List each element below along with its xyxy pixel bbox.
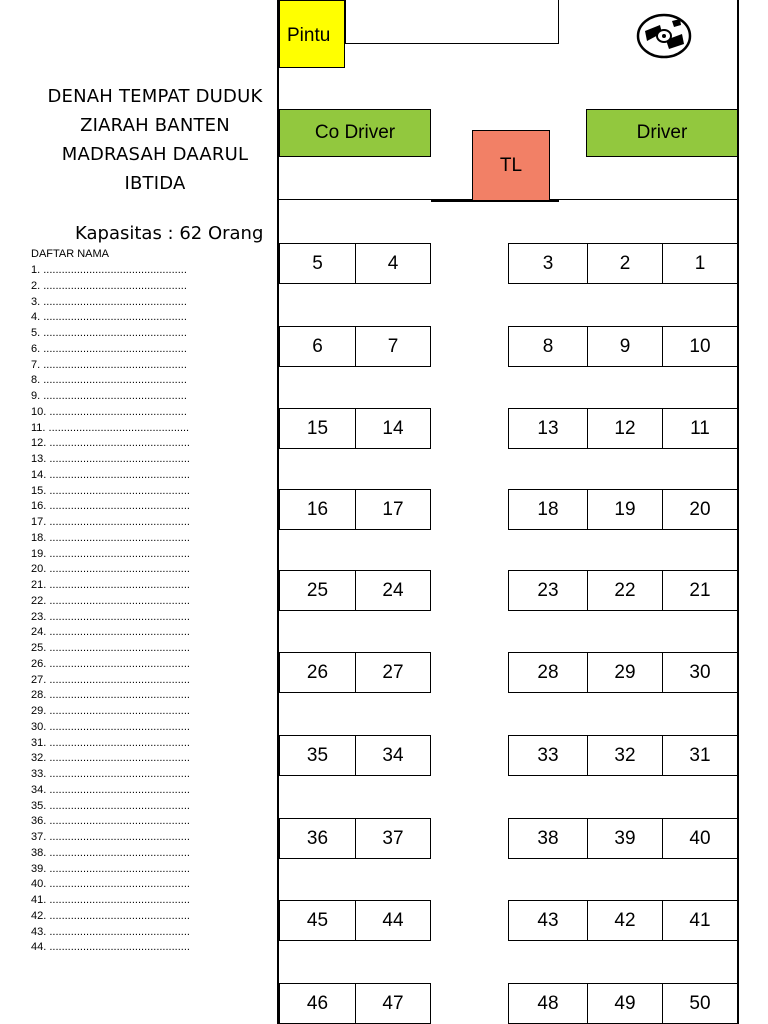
name-list-item: 8. ............................................... [31, 374, 187, 387]
seat-12[interactable]: 12 [587, 408, 663, 449]
seat-24[interactable]: 24 [355, 570, 431, 611]
seat-14[interactable]: 14 [355, 408, 431, 449]
seat-1[interactable]: 1 [662, 243, 738, 284]
seat-35[interactable]: 35 [279, 735, 356, 776]
seat-19[interactable]: 19 [587, 489, 663, 530]
seat-47[interactable]: 47 [355, 983, 431, 1024]
door-label: Pintu [279, 0, 345, 68]
name-list-item: 16. .............................................. [31, 500, 190, 513]
seat-29[interactable]: 29 [587, 652, 663, 693]
name-list-heading: DAFTAR NAMA [31, 248, 110, 260]
name-list-item: 34. .............................................. [31, 783, 190, 796]
name-list-item: 23. .............................................. [31, 610, 190, 623]
seat-32[interactable]: 32 [587, 735, 663, 776]
seat-45[interactable]: 45 [279, 900, 356, 941]
tour-leader-seat[interactable]: TL [472, 130, 550, 201]
name-list-item: 14. .............................................. [31, 468, 190, 481]
seat-41[interactable]: 41 [662, 900, 738, 941]
seat-43[interactable]: 43 [508, 900, 588, 941]
name-list-item: 40. .............................................. [31, 878, 190, 891]
name-list-item: 39. .............................................. [31, 862, 190, 875]
seat-26[interactable]: 26 [279, 652, 356, 693]
name-list-item: 20. .............................................. [31, 563, 190, 576]
seat-40[interactable]: 40 [662, 818, 738, 859]
seat-30[interactable]: 30 [662, 652, 738, 693]
name-list-item: 29. .............................................. [31, 705, 190, 717]
title-line: MADRASAH DAARUL [61, 144, 249, 165]
name-list-item: 37. .............................................. [31, 831, 190, 843]
name-list-item: 22. .............................................. [31, 594, 190, 607]
name-list-item: 18. .............................................. [31, 531, 190, 544]
name-list-item: 41. .............................................. [31, 894, 190, 906]
name-list-item: 38. .............................................. [31, 846, 190, 859]
name-list-item: 9. ............................................... [31, 390, 187, 402]
name-list-item: 35. .............................................. [31, 799, 190, 812]
capacity-label: Kapasitas : 62 Orang [75, 223, 264, 244]
seat-20[interactable]: 20 [662, 489, 738, 530]
name-list-item: 7. ............................................... [31, 358, 187, 371]
seat-9[interactable]: 9 [587, 326, 663, 367]
name-list-item: 12. .............................................. [31, 437, 190, 450]
name-list-item: 44. .............................................. [31, 941, 190, 954]
name-list-item: 19. .............................................. [31, 547, 190, 560]
seat-31[interactable]: 31 [662, 735, 738, 776]
name-list-item: 24. .............................................. [31, 626, 190, 639]
name-list-item: 32. .............................................. [31, 752, 190, 765]
name-list-item: 36. .............................................. [31, 815, 190, 828]
name-list-item: 25. .............................................. [31, 642, 190, 654]
name-list-item: 43. .............................................. [31, 925, 190, 938]
seat-6[interactable]: 6 [279, 326, 356, 367]
seat-39[interactable]: 39 [587, 818, 663, 859]
page-title [22, 82, 288, 198]
seat-4[interactable]: 4 [355, 243, 431, 284]
name-list-item: 42. .............................................. [31, 909, 190, 922]
name-list-item: 31. .............................................. [31, 736, 190, 749]
name-list-item: 15. .............................................. [31, 484, 190, 497]
seat-18[interactable]: 18 [508, 489, 588, 530]
title-line: DENAH TEMPAT DUDUK [47, 86, 263, 107]
seat-50[interactable]: 50 [662, 983, 738, 1024]
seat-25[interactable]: 25 [279, 570, 356, 611]
seat-48[interactable]: 48 [508, 983, 588, 1024]
name-list [31, 263, 190, 956]
seat-15[interactable]: 15 [279, 408, 356, 449]
seat-2[interactable]: 2 [587, 243, 663, 284]
title-line: IBTIDA [124, 173, 186, 194]
name-list-item: 28. .............................................. [31, 689, 190, 702]
seat-28[interactable]: 28 [508, 652, 588, 693]
title-line: ZIARAH BANTEN [80, 115, 230, 136]
seat-23[interactable]: 23 [508, 570, 588, 611]
name-list-item: 17. .............................................. [31, 516, 190, 528]
name-list-item: 11. .............................................. [31, 421, 190, 434]
seat-11[interactable]: 11 [662, 408, 738, 449]
driver-seat[interactable]: Driver [586, 109, 738, 157]
seat-7[interactable]: 7 [355, 326, 431, 367]
seat-8[interactable]: 8 [508, 326, 588, 367]
name-list-item: 6. ............................................... [31, 342, 187, 355]
seat-34[interactable]: 34 [355, 735, 431, 776]
name-list-item: 1. ............................................... [31, 264, 187, 276]
disc-icon [636, 11, 692, 59]
name-list-item: 26. .............................................. [31, 657, 190, 670]
name-list-item: 13. .............................................. [31, 453, 190, 465]
name-list-item: 5. ............................................... [31, 327, 187, 339]
seat-33[interactable]: 33 [508, 735, 588, 776]
seat-17[interactable]: 17 [355, 489, 431, 530]
seat-46[interactable]: 46 [279, 983, 356, 1024]
seat-37[interactable]: 37 [355, 818, 431, 859]
seat-16[interactable]: 16 [279, 489, 356, 530]
seat-21[interactable]: 21 [662, 570, 738, 611]
seat-3[interactable]: 3 [508, 243, 588, 284]
name-list-item: 2. ............................................... [31, 279, 187, 292]
seat-10[interactable]: 10 [662, 326, 738, 367]
name-list-item: 30. .............................................. [31, 720, 190, 733]
seat-13[interactable]: 13 [508, 408, 588, 449]
name-list-item: 3. ............................................... [31, 295, 187, 308]
seat-44[interactable]: 44 [355, 900, 431, 941]
name-list-item: 21. .............................................. [31, 579, 190, 591]
co-driver-seat[interactable]: Co Driver [279, 109, 431, 157]
name-list-item: 33. .............................................. [31, 768, 190, 780]
seat-22[interactable]: 22 [587, 570, 663, 611]
seat-49[interactable]: 49 [587, 983, 663, 1024]
seat-36[interactable]: 36 [279, 818, 356, 859]
seat-42[interactable]: 42 [587, 900, 663, 941]
door-frame [345, 0, 559, 44]
seat-38[interactable]: 38 [508, 818, 588, 859]
name-list-item: 10. ............................................. [31, 405, 187, 418]
seat-27[interactable]: 27 [355, 652, 431, 693]
seat-5[interactable]: 5 [279, 243, 356, 284]
name-list-item: 27. .............................................. [31, 673, 190, 686]
name-list-item: 4. ............................................... [31, 311, 187, 324]
